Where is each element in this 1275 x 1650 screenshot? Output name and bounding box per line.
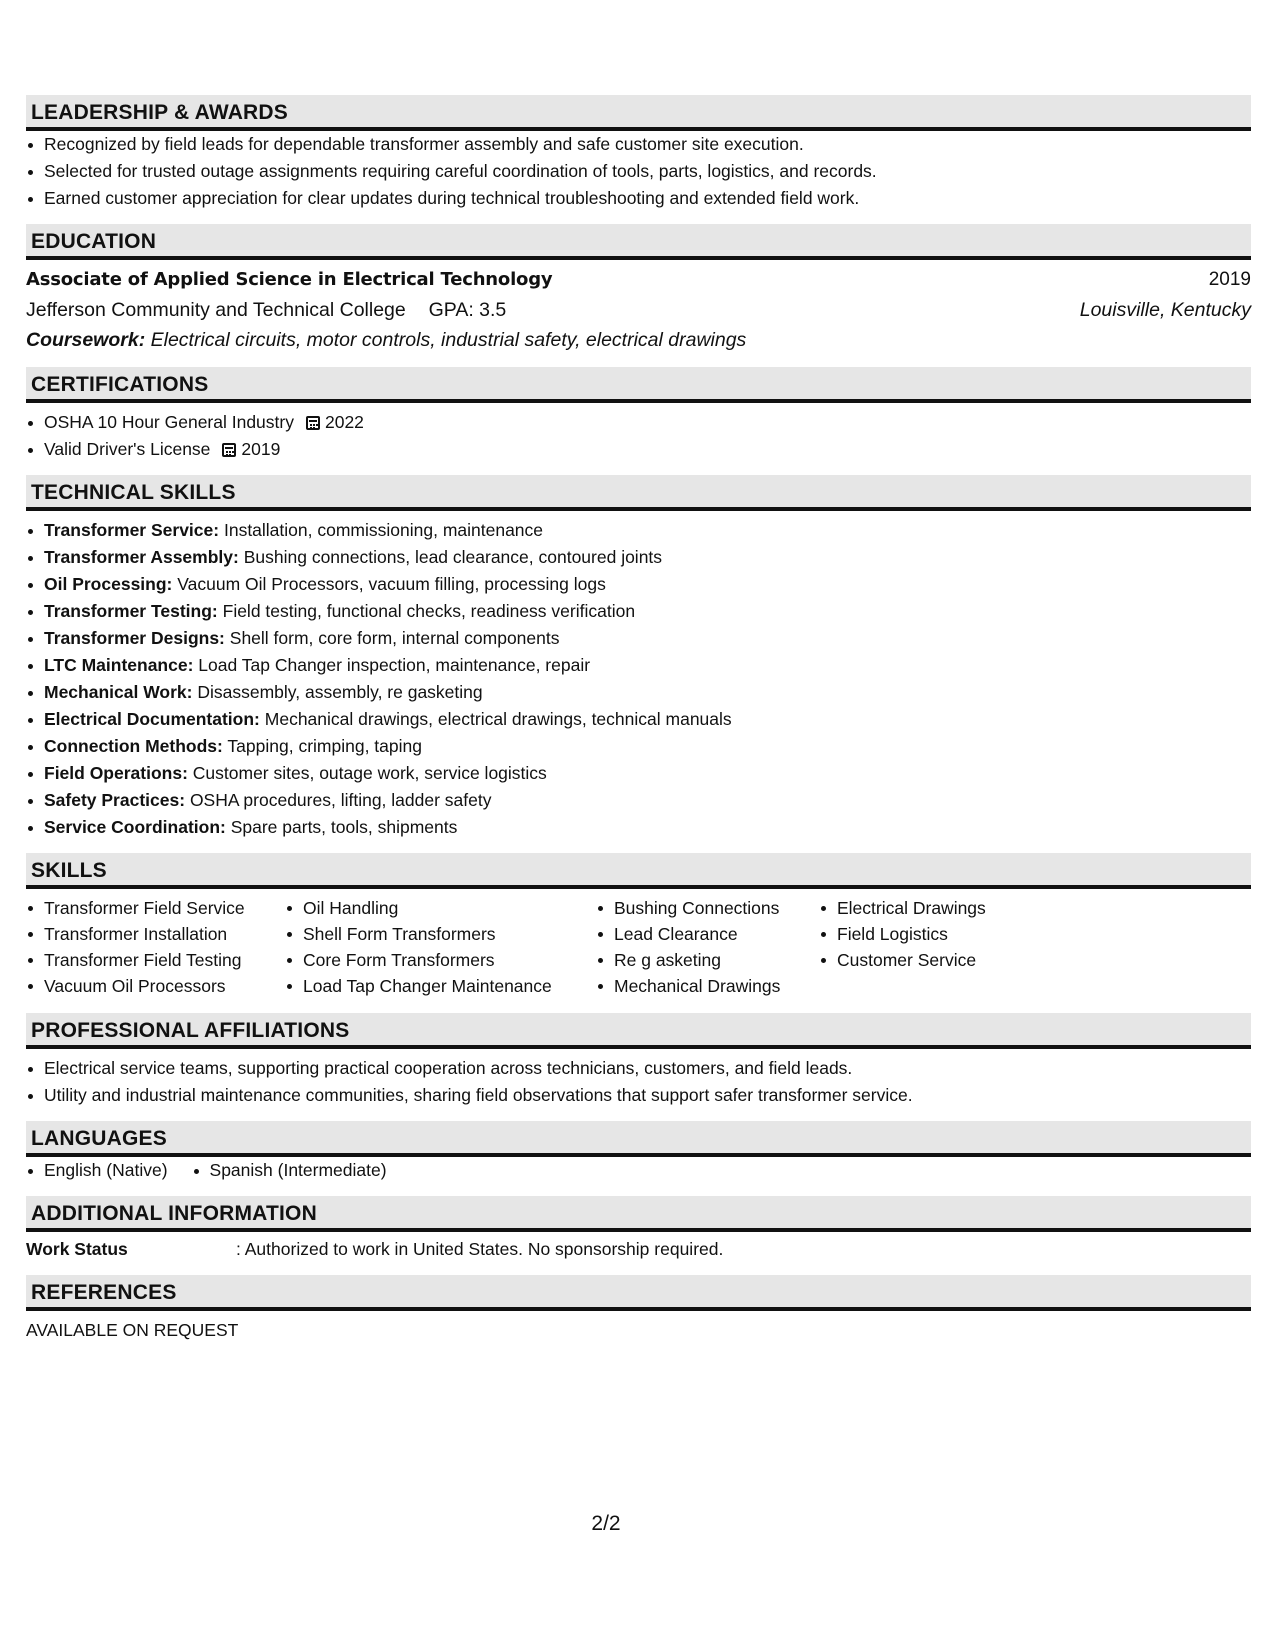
list-item: Field Logistics <box>819 921 986 947</box>
certification-name: OSHA 10 Hour General Industry <box>44 412 294 432</box>
list-item <box>26 760 1251 787</box>
list-item <box>26 544 1251 571</box>
work-status-label: Work Status <box>26 1239 128 1259</box>
list-item: English (Native) <box>26 1157 168 1184</box>
section-heading: LANGUAGES <box>26 1121 1251 1157</box>
list-item: Bushing Connections <box>596 895 819 921</box>
coursework-text: Electrical circuits, motor controls, industrial safety, electrical drawings <box>150 329 747 351</box>
skill-label: Mechanical Work: <box>44 682 193 702</box>
skills-column <box>285 895 596 999</box>
additional-info-section <box>26 1196 1251 1263</box>
list-item: Utility and industrial maintenance communities, sharing field observations that support safer transformer service. <box>26 1082 1251 1109</box>
skill-label: Service Coordination: <box>44 817 226 837</box>
skill-label: Transformer Assembly: <box>44 547 239 567</box>
list-item: Electrical Drawings <box>819 895 986 921</box>
section-heading: PROFESSIONAL AFFILIATIONS <box>26 1013 1251 1049</box>
list-item: Shell Form Transformers <box>285 921 596 947</box>
section-heading: SKILLS <box>26 853 1251 889</box>
list-item <box>26 733 1251 760</box>
skill-label: Transformer Service: <box>44 520 220 540</box>
skill-label: Oil Processing: <box>44 574 173 594</box>
list-item: Earned customer appreciation for clear updates during technical troubleshooting and extended field work. <box>26 185 1251 212</box>
skill-text: Vacuum Oil Processors, vacuum filling, processing logs <box>177 574 606 594</box>
skill-label: Electrical Documentation: <box>44 709 260 729</box>
skill-text: Bushing connections, lead clearance, contoured joints <box>243 547 663 567</box>
certifications-section <box>26 367 1251 463</box>
degree-title: Associate of Applied Science in Electrical Technology <box>26 269 553 290</box>
skill-label: Transformer Designs: <box>44 628 225 648</box>
list-item: Oil Handling <box>285 895 596 921</box>
skill-text: Load Tap Changer inspection, maintenance, repair <box>198 655 591 675</box>
list-item: Electrical service teams, supporting practical cooperation across technicians, customers, and field leads. <box>26 1055 1251 1082</box>
skill-text: Tapping, crimping, taping <box>227 736 422 756</box>
list-item <box>26 409 1251 436</box>
section-heading: REFERENCES <box>26 1275 1251 1311</box>
leadership-list <box>26 131 1251 212</box>
list-item <box>26 571 1251 598</box>
references-text: AVAILABLE ON REQUEST <box>26 1320 239 1340</box>
section-heading: EDUCATION <box>26 224 1251 260</box>
certification-year: 2019 <box>241 439 281 459</box>
section-heading: TECHNICAL SKILLS <box>26 475 1251 511</box>
list-item <box>26 625 1251 652</box>
skills-section <box>26 853 1251 999</box>
certifications-list <box>26 403 1251 463</box>
list-item: Selected for trusted outage assignments requiring careful coordination of tools, parts, logistics, and records. <box>26 158 1251 185</box>
list-item <box>26 517 1251 544</box>
list-item: Mechanical Drawings <box>596 973 819 999</box>
education-section <box>26 224 1251 355</box>
calendar-icon <box>222 443 236 457</box>
skills-grid <box>26 889 1251 999</box>
affiliations-section <box>26 1013 1251 1109</box>
section-heading: LEADERSHIP & AWARDS <box>26 95 1251 131</box>
affiliations-list <box>26 1049 1251 1109</box>
list-item <box>26 598 1251 625</box>
list-item <box>26 814 1251 841</box>
calendar-icon <box>306 416 320 430</box>
skill-label: Connection Methods: <box>44 736 223 756</box>
page-number: 2/2 <box>591 1512 621 1535</box>
resume-page <box>26 95 1251 1356</box>
list-item <box>26 679 1251 706</box>
list-item: Load Tap Changer Maintenance <box>285 973 596 999</box>
skill-text: Customer sites, outage work, service logistics <box>192 763 547 783</box>
list-item: Re g asketing <box>596 947 819 973</box>
list-item: Core Form Transformers <box>285 947 596 973</box>
skill-label: LTC Maintenance: <box>44 655 194 675</box>
certification-name: Valid Driver's License <box>44 439 211 459</box>
skill-text: Mechanical drawings, electrical drawings, technical manuals <box>264 709 732 729</box>
list-item: Transformer Field Testing <box>26 947 285 973</box>
work-status-value: : Authorized to work in United States. No sponsorship required. <box>236 1239 724 1259</box>
graduation-year: 2019 <box>1208 269 1251 290</box>
skills-column <box>596 895 819 999</box>
school-location: Louisville, Kentucky <box>1079 299 1251 321</box>
skills-column <box>26 895 285 999</box>
references-section <box>26 1275 1251 1344</box>
technical-skills-list <box>26 511 1251 841</box>
list-item: Lead Clearance <box>596 921 819 947</box>
list-item: Transformer Field Service <box>26 895 285 921</box>
skill-text: Disassembly, assembly, re gasketing <box>197 682 483 702</box>
section-heading: ADDITIONAL INFORMATION <box>26 1196 1251 1232</box>
list-item <box>26 652 1251 679</box>
skill-text: Field testing, functional checks, readiness verification <box>222 601 636 621</box>
languages-section <box>26 1121 1251 1184</box>
list-item: Vacuum Oil Processors <box>26 973 285 999</box>
list-item: Recognized by field leads for dependable transformer assembly and safe customer site execution. <box>26 131 1251 158</box>
coursework-label: Coursework: <box>26 329 146 351</box>
skill-text: Installation, commissioning, maintenance <box>223 520 544 540</box>
list-item: Customer Service <box>819 947 986 973</box>
list-item <box>26 706 1251 733</box>
skill-text: OSHA procedures, lifting, ladder safety <box>189 790 492 810</box>
list-item <box>26 787 1251 814</box>
skill-label: Transformer Testing: <box>44 601 218 621</box>
gpa: GPA: 3.5 <box>428 299 507 321</box>
skill-label: Field Operations: <box>44 763 188 783</box>
school-name: Jefferson Community and Technical College <box>26 299 406 321</box>
technical-skills-section <box>26 475 1251 841</box>
certification-year: 2022 <box>324 412 364 432</box>
list-item: Spanish (Intermediate) <box>192 1157 387 1184</box>
skills-column <box>819 895 986 999</box>
languages-list <box>26 1157 1251 1184</box>
skill-label: Safety Practices: <box>44 790 186 810</box>
list-item: Transformer Installation <box>26 921 285 947</box>
skill-text: Shell form, core form, internal components <box>229 628 560 648</box>
skill-text: Spare parts, tools, shipments <box>230 817 458 837</box>
section-heading: CERTIFICATIONS <box>26 367 1251 403</box>
leadership-section <box>26 95 1251 212</box>
list-item <box>26 436 1251 463</box>
